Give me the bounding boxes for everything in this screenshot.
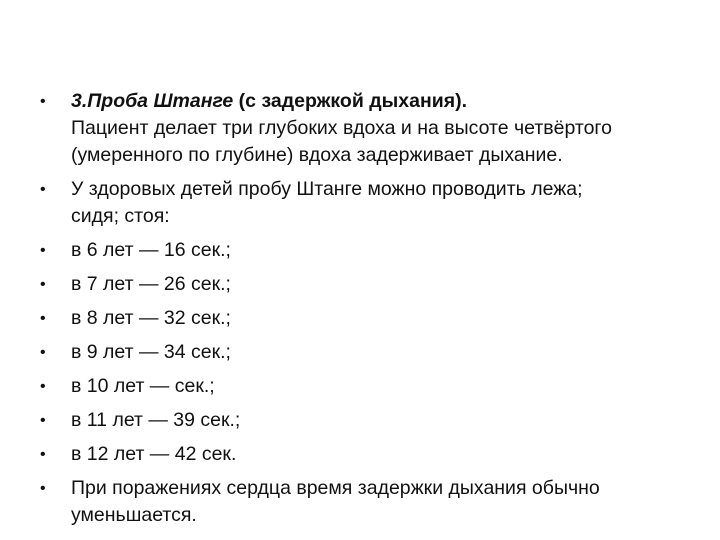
bullet-icon: • [40, 344, 46, 361]
list-item-age-value [40, 237, 700, 264]
list-item-stange-test [40, 88, 700, 169]
item-text-line: в 8 лет — 32 сек.; [71, 307, 231, 329]
item-text-line: в 7 лет — 26 сек.; [71, 273, 231, 295]
test-title: 3.Проба Штанге [71, 90, 234, 112]
item-text-line: в 12 лет — 42 сек. [71, 443, 237, 465]
list-item-heart-disease [40, 475, 700, 529]
list-item-age-value [40, 373, 700, 400]
bullet-icon: • [40, 412, 46, 429]
bullet-icon: • [40, 276, 46, 293]
bullet-icon: • [40, 93, 46, 110]
list-item-age-value [40, 339, 700, 366]
bullet-icon: • [40, 181, 46, 198]
item-text-line: Пациент делает три глубоких вдоха и на высоте четвёртого [71, 117, 612, 139]
list-item-age-value [40, 407, 700, 434]
item-text-line: При поражениях сердца время задержки дыхания обычно [71, 477, 600, 499]
bullet-icon: • [40, 480, 46, 497]
item-text-line: в 11 лет — 39 сек.; [71, 409, 241, 431]
item-text-line: в 6 лет — 16 сек.; [71, 239, 231, 261]
list-item-age-value [40, 441, 700, 468]
bullet-icon: • [40, 378, 46, 395]
list-item-age-value [40, 271, 700, 298]
item-title-line [71, 88, 700, 115]
item-text-line: У здоровых детей пробу Штанге можно проводить лежа; [71, 178, 583, 200]
bullet-icon: • [40, 310, 46, 327]
list-item-healthy-children [40, 176, 700, 230]
item-text-line: уменьшается. [71, 504, 197, 526]
item-text-line: в 10 лет — сек.; [71, 375, 215, 397]
item-text-line: сидя; стоя: [71, 205, 170, 227]
item-text-line: (умеренного по глубине) вдоха задерживает дыхание. [71, 144, 563, 166]
list-item-age-value [40, 305, 700, 332]
bullet-icon: • [40, 242, 46, 259]
bullet-icon: • [40, 446, 46, 463]
test-subtitle: (с задержкой дыхания). [233, 90, 468, 112]
item-text-line: в 9 лет — 34 сек.; [71, 341, 231, 363]
bullet-list [40, 88, 700, 536]
